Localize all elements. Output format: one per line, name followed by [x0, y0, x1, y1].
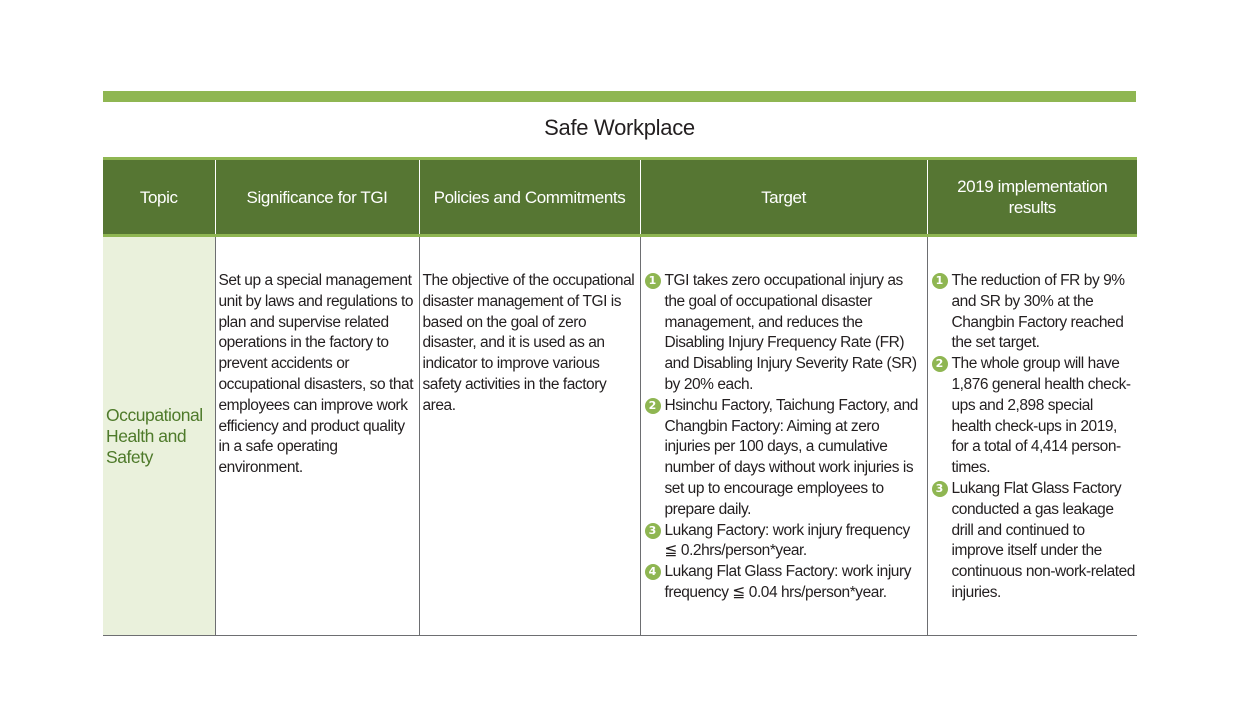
policies-cell: The objective of the occupational disaster management of TGI is based on the goal of zero disaster, and it is used as an indicator to improve various safety activities in the factory area.	[419, 236, 640, 636]
number-3-icon: 3	[645, 523, 661, 539]
result-item	[931, 479, 1136, 604]
target-cell	[640, 236, 927, 636]
accent-bar	[103, 91, 1136, 102]
results-cell	[927, 236, 1137, 636]
safe-workplace-table	[103, 157, 1137, 636]
target-item	[644, 271, 925, 396]
header-results: 2019 implementation results	[927, 159, 1137, 236]
result-item	[931, 271, 1136, 354]
target-item	[644, 562, 925, 604]
header-topic: Topic	[103, 159, 215, 236]
target-item-text: Hsinchu Factory, Taichung Factory, and Changbin Factory: Aiming at zero injuries per 100 days, a cumulative number of days without work injuries is set up to encourage employees to prepare daily.	[664, 396, 918, 518]
number-3-icon: 3	[932, 481, 948, 497]
topic-cell: Occupational Health and Safety	[103, 236, 215, 636]
table-row	[103, 236, 1137, 636]
result-item-text: The reduction of FR by 9% and SR by 30% at the Changbin Factory reached the set target.	[951, 272, 1125, 352]
significance-cell: Set up a special management unit by laws and regulations to plan and supervise related operations in the factory to prevent accidents or occupational disasters, so that employees can improve work efficiency and product quality in a safe operating environment.	[215, 236, 419, 636]
number-4-icon: 4	[645, 564, 661, 580]
header-target: Target	[640, 159, 927, 236]
header-policies: Policies and Commitments	[419, 159, 640, 236]
header-significance: Significance for TGI	[215, 159, 419, 236]
target-item-text: Lukang Factory: work injury frequency ≦ 0.2hrs/person*year.	[664, 521, 910, 560]
target-item	[644, 521, 925, 563]
number-2-icon: 2	[645, 398, 661, 414]
target-item	[644, 396, 925, 521]
results-list	[931, 271, 1136, 604]
result-item	[931, 354, 1136, 479]
page-title: Safe Workplace	[544, 115, 695, 140]
number-1-icon: 1	[932, 273, 948, 289]
target-item-text: TGI takes zero occupational injury as the goal of occupational disaster management, and reduces the Disabling Injury Frequency Rate (FR) and Disabling Injury Severity Rate (SR) by 20% each.	[664, 272, 917, 393]
target-list	[644, 271, 925, 604]
number-2-icon: 2	[932, 356, 948, 372]
table-header-row	[103, 159, 1137, 236]
result-item-text: Lukang Flat Glass Factory conducted a gas leakage drill and continued to improve itself under the continuous non-work-related injuries.	[951, 479, 1135, 601]
target-item-text: Lukang Flat Glass Factory: work injury frequency ≦ 0.04 hrs/person*year.	[664, 563, 911, 601]
result-item-text: The whole group will have 1,876 general health check-ups and 2,898 special health check-ups in 2019, for a total of 4,414 person-times.	[951, 355, 1131, 477]
number-1-icon: 1	[645, 273, 661, 289]
